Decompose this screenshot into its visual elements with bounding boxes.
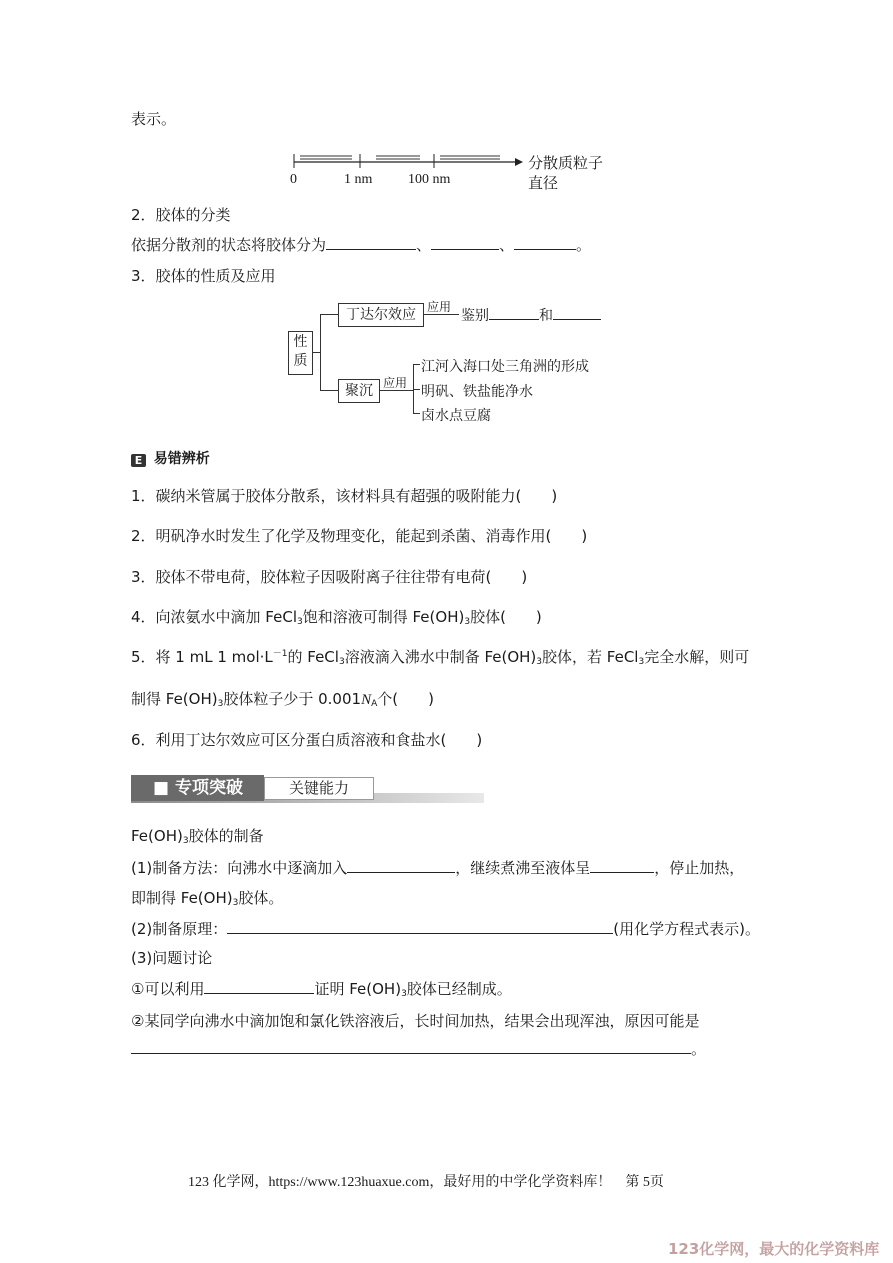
tick-1nm: 1 nm [344,172,373,187]
error-item-4: 4．向浓氨水中滴加 FeCl$_3$饱和溶液可制得 $Fe(OH)_3$胶体( ) [131,608,542,627]
blank[interactable] [431,235,499,250]
blank[interactable] [347,858,455,873]
page-footer: 123 化学网，https://www.123huaxue.com，最好用的中学化学资料库！ 第 5页 [188,1175,664,1190]
identify-line [461,305,601,325]
scale-axis [290,148,525,174]
use-2: 明矾、铁盐能净水 [421,384,533,400]
sep: 、 [416,236,432,254]
blank[interactable] [131,1039,691,1054]
tick-100nm: 100 nm [408,172,451,187]
connector [423,314,459,315]
connector [320,314,338,315]
intro-text: 表示。 [131,110,177,128]
blank[interactable] [553,305,601,320]
root-box: 性质 [288,331,313,375]
connector [413,389,420,390]
question-2-answer: 。 [131,1038,706,1059]
connector [312,352,320,353]
error-item-5-cont: 制得 $Fe(OH)_3$胶体粒子少于 $0.001N_A$个( ) [131,690,434,709]
principle-line: (2)制备原理： (用化学方程式表示)。 [131,920,760,938]
method-line-2: 即制得 $Fe(OH)_3$胶体。 [131,889,284,908]
error-item-3: 3．胶体不带电荷，胶体粒子因吸附离子往往带有电荷( ) [131,568,528,586]
connector [320,390,338,391]
identify-text: 鉴别 [461,308,489,324]
section-2-heading: 2．胶体的分类 [131,206,231,224]
section-2-text: 依据分散剂的状态将胶体分为 [131,236,327,254]
blank[interactable] [590,858,654,873]
banner-special [131,775,264,801]
question-2: ②某同学向沸水中滴加饱和氯化铁溶液后，长时间加热，结果会出现浑浊，原因可能是 [131,1012,700,1030]
blank[interactable] [227,919,613,934]
error-item-6: 6．利用丁达尔效应可区分蛋白质溶液和食盐水( ) [131,731,483,749]
error-title: 易错辨析 [153,451,210,467]
blank[interactable] [514,235,576,250]
blank[interactable] [204,979,314,994]
special-title: $Fe(OH)_3$胶体的制备 [131,827,264,846]
apply-label-2: 应用 [383,376,408,390]
error-item-5: 5．将 1 mL 1 $mol\cdot L^{-1}$的 FeCl$_3$溶液滴入沸水中制备 $Fe(OH)_3$胶体，若 FeCl$_3$完全水解，则可 [131,648,750,667]
section-2-line [131,234,591,255]
end: 。 [576,236,592,254]
coagulation-box: 聚沉 [338,379,380,403]
e-badge-icon: E [131,454,146,467]
tyndall-box: 丁达尔效应 [338,303,424,327]
sep: 、 [499,236,515,254]
blank[interactable] [326,235,416,250]
section-3-heading: 3．胶体的性质及应用 [131,267,276,285]
apply-label-1: 应用 [427,300,452,314]
banner-key-ability: 关键能力 [264,777,374,800]
discussion-heading: (3)问题讨论 [131,949,213,967]
scale-label-1: 分散质粒子 [528,154,604,172]
and-text: 和 [539,308,553,324]
use-3: 卤水点豆腐 [421,408,491,424]
connector [320,314,321,390]
use-1: 江河入海口处三角洲的形成 [421,359,589,375]
error-heading [131,448,210,468]
blank[interactable] [489,305,539,320]
method-line: (1)制备方法：向沸水中逐滴加入 ，继续煮沸至液体呈 ，停止加热， [131,859,745,877]
question-1: ①可以利用 证明 $Fe(OH)_3$胶体已经制成。 [131,980,512,999]
connector [379,390,413,391]
banner-special-label: ■ 专项突破 [153,778,243,798]
error-item-1: 1．碳纳米管属于胶体分散系，该材料具有超强的吸附能力( ) [131,487,558,505]
connector [413,364,420,365]
scale-label-2: 直径 [528,174,559,192]
error-item-2: 2．明矾净水时发生了化学及物理变化，能起到杀菌、消毒作用( ) [131,527,588,545]
tick-0: 0 [290,172,297,187]
watermark: 123化学网，最大的化学资料库 [668,1240,880,1258]
connector [413,413,420,414]
